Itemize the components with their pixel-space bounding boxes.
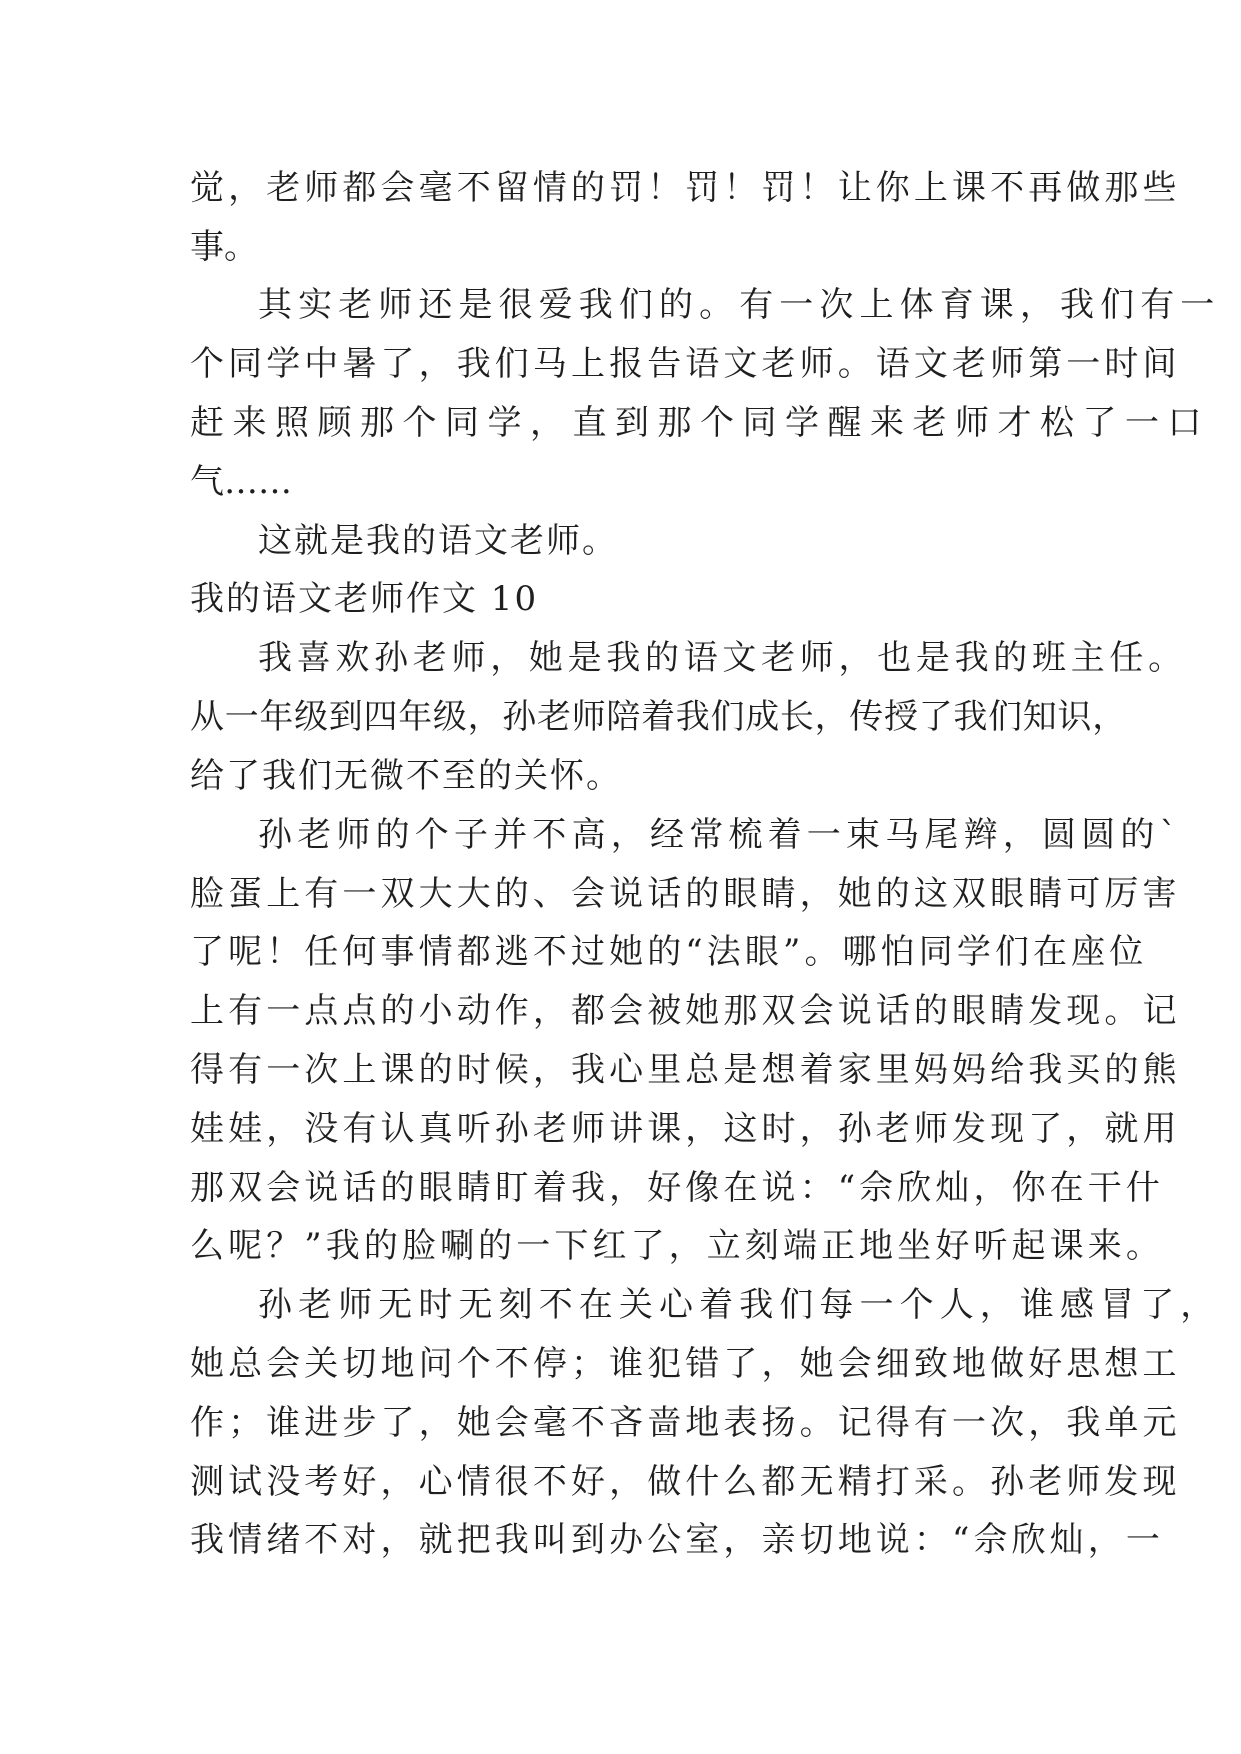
- text-line: 从一年级到四年级，孙老师陪着我们成长，传授了我们知识，: [190, 697, 1127, 737]
- text-line: 我情绪不对，就把我叫到办公室，亲切地说：“佘欣灿，一: [190, 1520, 1164, 1560]
- text-line: 作；谁进步了，她会毫不吝啬地表扬。记得有一次，我单元: [190, 1403, 1181, 1443]
- text-line: 给了我们无微不至的关怀。: [190, 756, 622, 796]
- text-line: 孙老师无时无刻不在关心着我们每一个人，谁感冒了，: [258, 1285, 1221, 1325]
- text-line: 个同学中暑了，我们马上报告语文老师。语文老师第一时间: [190, 344, 1181, 384]
- text-line: 我喜欢孙老师，她是我的语文老师，也是我的班主任。: [258, 638, 1187, 678]
- text-line: 上有一点点的小动作，都会被她那双会说话的眼睛发现。记: [190, 991, 1181, 1031]
- text-line: 气……: [190, 462, 292, 502]
- text-line: 这就是我的语文老师。: [258, 521, 618, 561]
- text-line: 觉，老师都会毫不留情的罚！罚！罚！让你上课不再做那些: [190, 168, 1181, 208]
- text-line: 娃娃，没有认真听孙老师讲课，这时，孙老师发现了，就用: [190, 1109, 1181, 1149]
- text-line: 事。: [190, 227, 258, 267]
- text-line: 测试没考好，心情很不好，做什么都无精打采。孙老师发现: [190, 1462, 1181, 1502]
- text-line: 了呢！任何事情都逃不过她的“法眼”。哪怕同学们在座位: [190, 932, 1148, 972]
- text-line: 脸蛋上有一双大大的、会说话的眼睛，她的这双眼睛可厉害: [190, 874, 1181, 914]
- section-heading: 我的语文老师作文 10: [190, 579, 539, 619]
- text-line: 她总会关切地问个不停；谁犯错了，她会细致地做好思想工: [190, 1344, 1181, 1384]
- text-line: 得有一次上课的时候，我心里总是想着家里妈妈给我买的熊: [190, 1050, 1181, 1090]
- text-line: 那双会说话的眼睛盯着我，好像在说：“佘欣灿，你在干什: [190, 1168, 1164, 1208]
- text-line: 么呢？”我的脸唰的一下红了，立刻端正地坐好听起课来。: [190, 1226, 1164, 1266]
- text-line: 赶来照顾那个同学，直到那个同学醒来老师才松了一口: [190, 403, 1210, 443]
- text-line: 其实老师还是很爱我们的。有一次上体育课，我们有一: [258, 285, 1221, 325]
- text-line: 孙老师的个子并不高，经常梳着一束马尾辫，圆圆的`: [258, 815, 1182, 855]
